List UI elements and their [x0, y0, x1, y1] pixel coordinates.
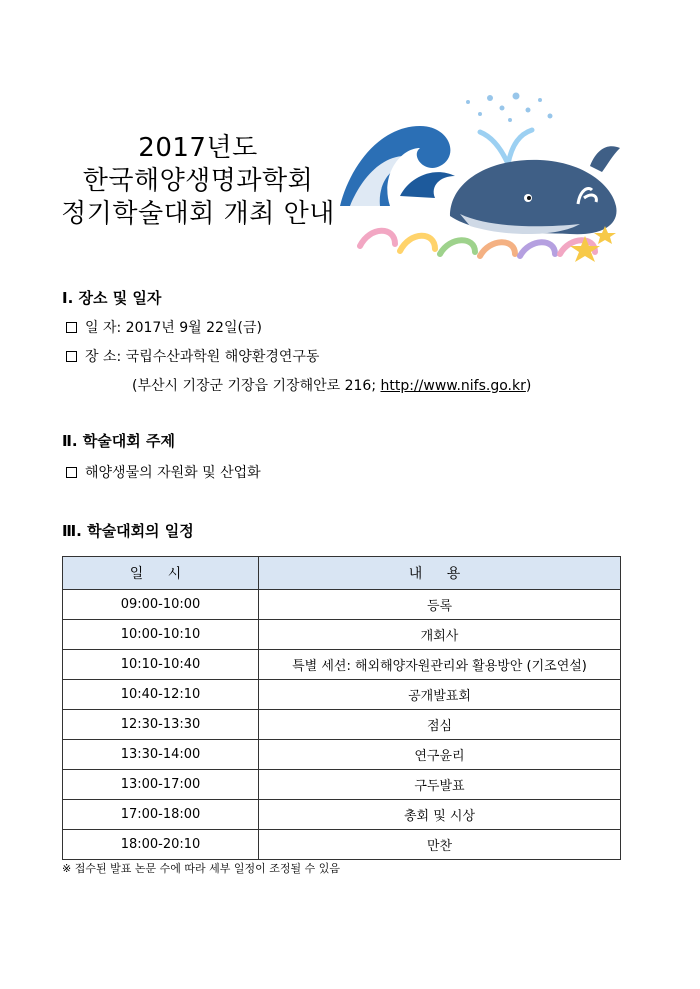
page-title	[48, 132, 348, 231]
content-cell: 점심	[259, 710, 621, 740]
time-cell: 18:00-20:10	[63, 830, 259, 860]
content-cell: 등록	[259, 590, 621, 620]
schedule-header-row	[63, 557, 621, 590]
topic-text: 해양생물의 자원화 및 산업화	[85, 465, 261, 481]
table-row	[63, 620, 621, 650]
time-cell: 17:00-18:00	[63, 800, 259, 830]
content-cell: 개회사	[259, 620, 621, 650]
topic-line	[66, 462, 261, 482]
content-cell: 만찬	[259, 830, 621, 860]
table-row	[63, 770, 621, 800]
content-cell: 총회 및 시상	[259, 800, 621, 830]
address-line	[132, 375, 531, 395]
table-row	[63, 680, 621, 710]
content-cell: 구두발표	[259, 770, 621, 800]
place-line	[66, 346, 319, 366]
table-row	[63, 650, 621, 680]
section-heading-place-date: Ⅰ. 장소 및 일자	[62, 289, 162, 307]
content-cell: 연구윤리	[259, 740, 621, 770]
table-row	[63, 740, 621, 770]
time-cell: 12:30-13:30	[63, 710, 259, 740]
date-text: 일 자: 2017년 9월 22일(금)	[85, 320, 262, 336]
time-cell: 13:30-14:00	[63, 740, 259, 770]
place-text: 장 소: 국립수산과학원 해양환경연구동	[85, 349, 320, 365]
table-row	[63, 590, 621, 620]
whale-illustration	[340, 86, 622, 262]
checkbox-bullet-icon	[66, 467, 77, 478]
checkbox-bullet-icon	[66, 322, 77, 333]
table-row	[63, 800, 621, 830]
content-cell: 특별 세션: 해외해양자원관리와 활용방안 (기조연설)	[259, 650, 621, 680]
checkbox-bullet-icon	[66, 351, 77, 362]
title-line-year: 2017년도	[138, 133, 258, 163]
header-content: 내 용	[259, 557, 621, 590]
table-row	[63, 830, 621, 860]
content-cell: 공개발표회	[259, 680, 621, 710]
address-close: )	[525, 378, 532, 394]
nifs-website-link[interactable]: http://www.nifs.go.kr	[380, 378, 526, 394]
title-line-society: 한국해양생명과학회	[82, 166, 314, 196]
address-text: (부산시 기장군 기장읍 기장해안로 216;	[132, 378, 381, 394]
table-row	[63, 710, 621, 740]
title-line-event: 정기학술대회 개최 안내	[61, 199, 335, 229]
time-cell: 10:00-10:10	[63, 620, 259, 650]
time-cell: 13:00-17:00	[63, 770, 259, 800]
time-cell: 10:40-12:10	[63, 680, 259, 710]
header-time: 일 시	[63, 557, 259, 590]
date-line	[66, 317, 262, 337]
time-cell: 09:00-10:00	[63, 590, 259, 620]
time-cell: 10:10-10:40	[63, 650, 259, 680]
section-heading-theme: Ⅱ. 학술대회 주제	[62, 432, 175, 450]
schedule-table	[62, 556, 621, 860]
schedule-footnote: ※ 접수된 발표 논문 수에 따라 세부 일정이 조정될 수 있음	[62, 862, 340, 875]
section-heading-schedule: Ⅲ. 학술대회의 일정	[62, 522, 194, 540]
